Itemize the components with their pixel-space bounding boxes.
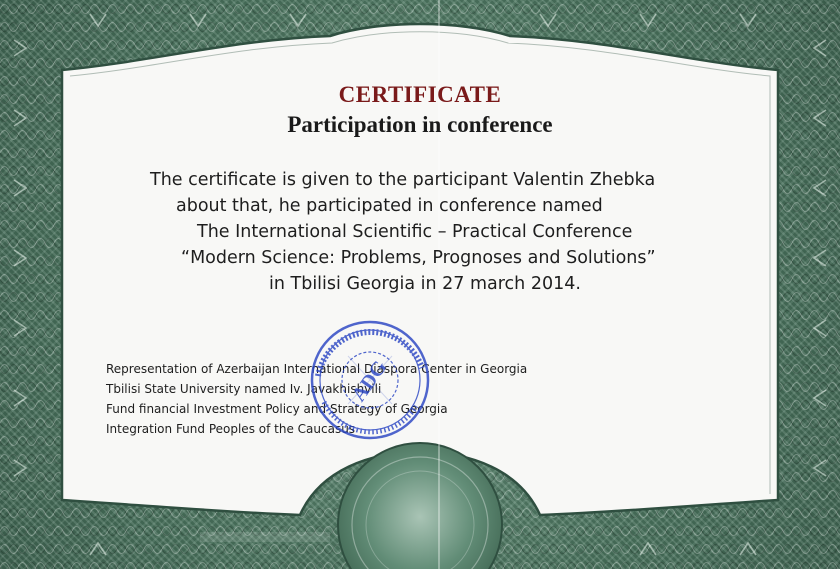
certificate-title: CERTIFICATE [338,82,502,107]
body-line-place-date: in Tbilisi Georgia in 27 march 2014. [269,274,581,294]
organization-line: Tbilisi State University named Iv. Javakhishvili [106,382,382,396]
organization-line: Representation of Azerbaijan International Diaspora Center in Georgia [106,362,528,376]
body-line-conference-name: The International Scientific – Practical Conference [197,222,633,242]
body-line-conference-topic: “Modern Science: Problems, Prognoses and Solutions” [181,248,656,268]
certificate-subtitle: Participation in conference [287,112,553,137]
stamp-text: ADG [347,356,392,406]
organization-line: Integration Fund Peoples of the Caucasus [106,422,356,436]
organization-line: Fund financial Investment Policy and Strategy of Georgia [106,402,448,416]
official-stamp [308,310,438,450]
body-line-about: about that, he participated in conference named [176,196,603,216]
body-line-participant: The certificate is given to the participant Valentin Zhebka [150,170,656,190]
